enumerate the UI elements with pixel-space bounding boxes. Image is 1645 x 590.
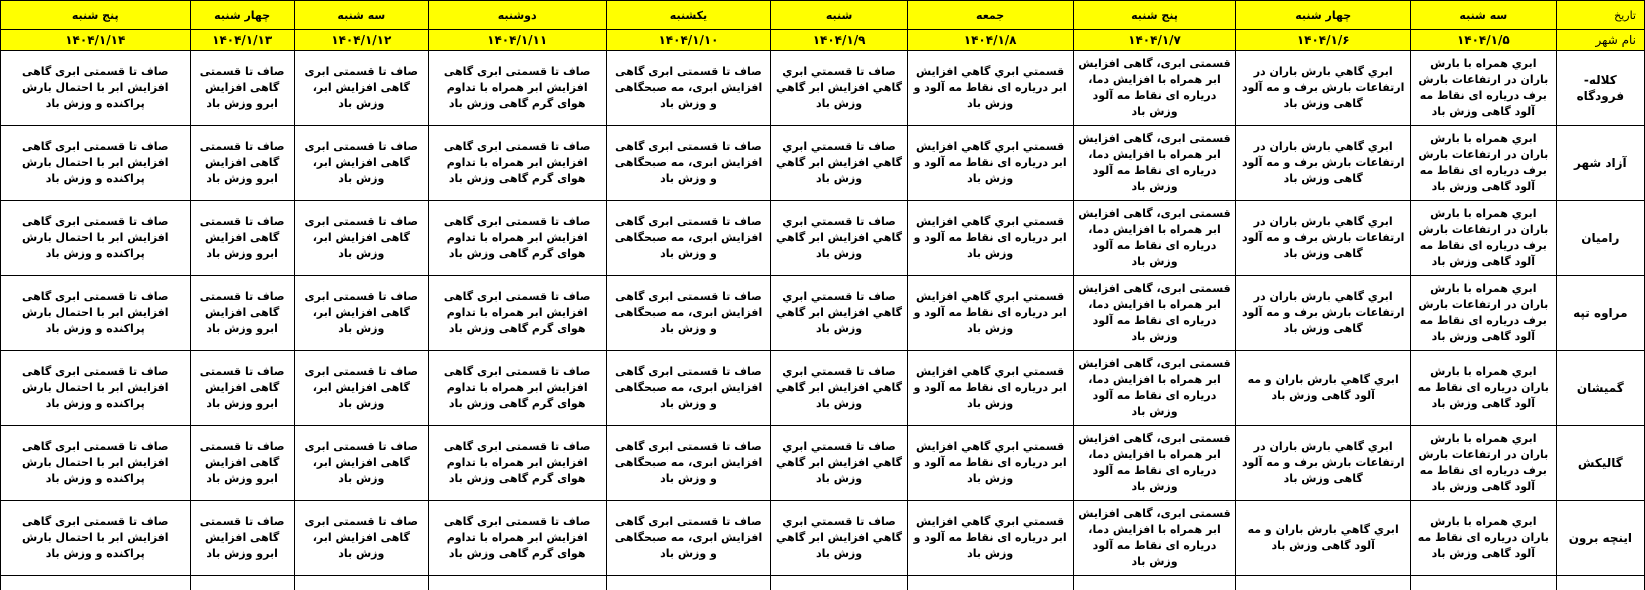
forecast-cell: صاف تا قسمتى ابرى گاهى افزايش ابر با احتمال بارش پراكنده و وزش باد — [1, 426, 191, 501]
forecast-cell: ابري گاهي بارش باران در ارتفاعات بارش برف و مه آلود گاهى وزش باد — [1236, 426, 1411, 501]
table-row — [1, 276, 1645, 351]
forecast-cell: ابري همراه با بارش باران در ارتفاعات بارش برف درياره اى نقاط مه آلود گاهى وزش باد — [1410, 276, 1556, 351]
forecast-cell: صاف تا قسمتى ابرى گاهى افزايش ابرى، مه صبحگاهى و وزش باد — [606, 501, 771, 576]
date-header: ۱۴۰۴/۱/۷ — [1073, 30, 1236, 51]
empty-cell — [907, 576, 1073, 590]
forecast-cell: صاف تا قسمتى ابرى گاهى افزايش ابر، وزش باد — [294, 51, 428, 126]
city-name: گالیکش — [1556, 426, 1644, 501]
forecast-cell: صاف تا قسمتى ابرى گاهى افزايش ابر همراه با تداوم هواى گرم گاهى وزش باد — [428, 126, 606, 201]
day-header: شنبه — [771, 1, 907, 30]
table-row — [1, 501, 1645, 576]
empty-cell — [606, 576, 771, 590]
date-header: ۱۴۰۴/۱/۶ — [1236, 30, 1411, 51]
empty-cell — [1, 576, 191, 590]
date-header-row — [1, 30, 1645, 51]
day-header: پنج شنبه — [1073, 1, 1236, 30]
empty-cell — [294, 576, 428, 590]
city-name: مراوه تپه — [1556, 276, 1644, 351]
forecast-cell: ابري همراه با بارش باران در ارتفاعات بارش برف درياره اى نقاط مه آلود گاهى وزش باد — [1410, 51, 1556, 126]
forecast-cell: صاف تا قسمتى ابرى گاهى افزايش ابر، وزش باد — [294, 501, 428, 576]
empty-cell — [428, 576, 606, 590]
empty-cell — [771, 576, 907, 590]
date-header: ۱۴۰۴/۱/۱۳ — [190, 30, 294, 51]
forecast-cell: قسمتى ابرى، گاهى افزايش ابر همراه با افزايش دما، درياره اى نقاط مه آلود وزش باد — [1073, 201, 1236, 276]
forecast-cell: صاف تا قسمتى گاهى افزايش ابرو وزش باد — [190, 276, 294, 351]
forecast-cell: ابري گاهي بارش باران و مه آلود گاهى وزش باد — [1236, 501, 1411, 576]
date-header: ۱۴۰۴/۱/۸ — [907, 30, 1073, 51]
forecast-cell: قسمتي ابري گاهي افزايش ابر درياره اى نقاط مه آلود و وزش باد — [907, 351, 1073, 426]
day-header: سه شنبه — [1410, 1, 1556, 30]
forecast-cell: صاف تا قسمتى ابرى گاهى افزايش ابر با احتمال بارش پراكنده و وزش باد — [1, 201, 191, 276]
day-header: پنج شنبه — [1, 1, 191, 30]
forecast-cell: صاف تا قسمتى گاهى افزايش ابرو وزش باد — [190, 351, 294, 426]
empty-cell — [1073, 576, 1236, 590]
forecast-cell: صاف تا قسمتى ابرى گاهى افزايش ابر همراه با تداوم هواى گرم گاهى وزش باد — [428, 51, 606, 126]
forecast-cell: صاف تا قسمتى ابرى گاهى افزايش ابر، وزش باد — [294, 351, 428, 426]
forecast-cell: صاف تا قسمتى ابرى گاهى افزايش ابر با احتمال بارش پراكنده و وزش باد — [1, 351, 191, 426]
forecast-cell: ابري گاهي بارش باران در ارتفاعات بارش برف و مه آلود گاهى وزش باد — [1236, 51, 1411, 126]
forecast-cell: صاف تا قسمتي ابري گاهي افزايش ابر گاهي وزش باد — [771, 426, 907, 501]
forecast-cell: صاف تا قسمتى گاهى افزايش ابرو وزش باد — [190, 51, 294, 126]
date-header: ۱۴۰۴/۱/۱۲ — [294, 30, 428, 51]
forecast-cell: صاف تا قسمتى گاهى افزايش ابرو وزش باد — [190, 126, 294, 201]
table-row — [1, 201, 1645, 276]
city-name: رامیان — [1556, 201, 1644, 276]
forecast-cell: قسمتي ابري گاهي افزايش ابر درياره اى نقاط مه آلود و وزش باد — [907, 201, 1073, 276]
forecast-cell: صاف تا قسمتى ابرى گاهى افزايش ابر با احتمال بارش پراكنده و وزش باد — [1, 126, 191, 201]
forecast-cell: صاف تا قسمتي ابري گاهي افزايش ابر گاهي وزش باد — [771, 201, 907, 276]
forecast-cell: صاف تا قسمتى ابرى گاهى افزايش ابرى، مه صبحگاهى و وزش باد — [606, 126, 771, 201]
city-name: کلاله-فرودگاه — [1556, 51, 1644, 126]
date-header: ۱۴۰۴/۱/۱۰ — [606, 30, 771, 51]
forecast-cell: قسمتي ابري گاهي افزايش ابر درياره اى نقاط مه آلود و وزش باد — [907, 501, 1073, 576]
forecast-cell: صاف تا قسمتى ابرى گاهى افزايش ابرى، مه صبحگاهى و وزش باد — [606, 201, 771, 276]
forecast-cell: قسمتي ابري گاهي افزايش ابر درياره اى نقاط مه آلود و وزش باد — [907, 126, 1073, 201]
forecast-cell: ابري همراه با بارش باران در ارتفاعات بارش برف درياره اى نقاط مه آلود گاهى وزش باد — [1410, 126, 1556, 201]
empty-cell — [1556, 576, 1644, 590]
empty-cell — [190, 576, 294, 590]
forecast-cell: صاف تا قسمتي ابري گاهي افزايش ابر گاهي وزش باد — [771, 51, 907, 126]
forecast-cell: صاف تا قسمتى ابرى گاهى افزايش ابر با احتمال بارش پراكنده و وزش باد — [1, 51, 191, 126]
forecast-cell: صاف تا قسمتي ابري گاهي افزايش ابر گاهي وزش باد — [771, 501, 907, 576]
forecast-cell: صاف تا قسمتي ابري گاهي افزايش ابر گاهي وزش باد — [771, 276, 907, 351]
date-header: ۱۴۰۴/۱/۱۱ — [428, 30, 606, 51]
city-name: گمیشان — [1556, 351, 1644, 426]
forecast-cell: صاف تا قسمتى ابرى گاهى افزايش ابر، وزش باد — [294, 426, 428, 501]
city-column-label: نام شهر — [1556, 30, 1644, 51]
forecast-cell: صاف تا قسمتى ابرى گاهى افزايش ابرى، مه صبحگاهى و وزش باد — [606, 426, 771, 501]
forecast-cell: صاف تا قسمتى ابرى گاهى افزايش ابر همراه با تداوم هواى گرم گاهى وزش باد — [428, 201, 606, 276]
day-header: چهار شنبه — [190, 1, 294, 30]
forecast-cell: قسمتى ابرى، گاهى افزايش ابر همراه با افزايش دما، درياره اى نقاط مه آلود وزش باد — [1073, 51, 1236, 126]
table-row — [1, 426, 1645, 501]
forecast-cell: ابري گاهي بارش باران و مه آلود گاهى وزش باد — [1236, 351, 1411, 426]
forecast-cell: صاف تا قسمتى ابرى گاهى افزايش ابرى، مه صبحگاهى و وزش باد — [606, 51, 771, 126]
forecast-cell: صاف تا قسمتي ابري گاهي افزايش ابر گاهي وزش باد — [771, 126, 907, 201]
date-header: ۱۴۰۴/۱/۱۴ — [1, 30, 191, 51]
table-row — [1, 351, 1645, 426]
city-name: اینچه برون — [1556, 501, 1644, 576]
forecast-cell: قسمتى ابرى، گاهى افزايش ابر همراه با افزايش دما، درياره اى نقاط مه آلود وزش باد — [1073, 351, 1236, 426]
forecast-cell: ابري گاهي بارش باران در ارتفاعات بارش برف و مه آلود گاهى وزش باد — [1236, 201, 1411, 276]
day-header: دوشنبه — [428, 1, 606, 30]
forecast-cell: صاف تا قسمتى ابرى گاهى افزايش ابر، وزش باد — [294, 201, 428, 276]
day-header: چهار شنبه — [1236, 1, 1411, 30]
forecast-cell: صاف تا قسمتى گاهى افزايش ابرو وزش باد — [190, 201, 294, 276]
forecast-cell: قسمتي ابري گاهي افزايش ابر درياره اى نقاط مه آلود و وزش باد — [907, 276, 1073, 351]
forecast-cell: صاف تا قسمتى ابرى گاهى افزايش ابرى، مه صبحگاهى و وزش باد — [606, 276, 771, 351]
day-header: یکشنبه — [606, 1, 771, 30]
forecast-cell: صاف تا قسمتى ابرى گاهى افزايش ابر، وزش باد — [294, 126, 428, 201]
forecast-cell: ابري همراه با بارش باران در ارتفاعات بارش برف درياره اى نقاط مه آلود گاهى وزش باد — [1410, 201, 1556, 276]
city-name: آزاد شهر — [1556, 126, 1644, 201]
forecast-cell: ابري گاهي بارش باران در ارتفاعات بارش برف و مه آلود گاهى وزش باد — [1236, 126, 1411, 201]
day-header: جمعه — [907, 1, 1073, 30]
forecast-cell: ابري همراه با بارش باران درياره اى نقاط مه آلود گاهى وزش باد — [1410, 351, 1556, 426]
forecast-cell: صاف تا قسمتى ابرى گاهى افزايش ابر، وزش باد — [294, 276, 428, 351]
day-header: سه شنبه — [294, 1, 428, 30]
forecast-cell: قسمتي ابري گاهي افزايش ابر درياره اى نقاط مه آلود و وزش باد — [907, 426, 1073, 501]
forecast-cell: صاف تا قسمتى ابرى گاهى افزايش ابر همراه با تداوم هواى گرم گاهى وزش باد — [428, 351, 606, 426]
forecast-cell: قسمتى ابرى، گاهى افزايش ابر همراه با افزايش دما، درياره اى نقاط مه آلود وزش باد — [1073, 426, 1236, 501]
forecast-cell: صاف تا قسمتى ابرى گاهى افزايش ابر همراه با تداوم هواى گرم گاهى وزش باد — [428, 276, 606, 351]
forecast-cell: قسمتى ابرى، گاهى افزايش ابر همراه با افزايش دما، درياره اى نقاط مه آلود وزش باد — [1073, 501, 1236, 576]
forecast-cell: ابري همراه با بارش باران درياره اى نقاط مه آلود گاهى وزش باد — [1410, 501, 1556, 576]
forecast-cell: صاف تا قسمتي ابري گاهي افزايش ابر گاهي وزش باد — [771, 351, 907, 426]
day-header-row — [1, 1, 1645, 30]
empty-row — [1, 576, 1645, 590]
table-row — [1, 51, 1645, 126]
date-corner-label: تاریخ — [1556, 1, 1644, 30]
date-header: ۱۴۰۴/۱/۵ — [1410, 30, 1556, 51]
forecast-cell: صاف تا قسمتى گاهى افزايش ابرو وزش باد — [190, 501, 294, 576]
date-header: ۱۴۰۴/۱/۹ — [771, 30, 907, 51]
forecast-cell: صاف تا قسمتى ابرى گاهى افزايش ابر با احتمال بارش پراكنده و وزش باد — [1, 276, 191, 351]
forecast-cell: صاف تا قسمتى ابرى گاهى افزايش ابر همراه با تداوم هواى گرم گاهى وزش باد — [428, 426, 606, 501]
forecast-cell: قسمتى ابرى، گاهى افزايش ابر همراه با افزايش دما، درياره اى نقاط مه آلود وزش باد — [1073, 276, 1236, 351]
forecast-cell: صاف تا قسمتى ابرى گاهى افزايش ابرى، مه صبحگاهى و وزش باد — [606, 351, 771, 426]
forecast-cell: صاف تا قسمتى گاهى افزايش ابرو وزش باد — [190, 426, 294, 501]
table-row — [1, 126, 1645, 201]
forecast-cell: صاف تا قسمتى ابرى گاهى افزايش ابر با احتمال بارش پراكنده و وزش باد — [1, 501, 191, 576]
forecast-cell: قسمتى ابرى، گاهى افزايش ابر همراه با افزايش دما، درياره اى نقاط مه آلود وزش باد — [1073, 126, 1236, 201]
forecast-cell: صاف تا قسمتى ابرى گاهى افزايش ابر همراه با تداوم هواى گرم گاهى وزش باد — [428, 501, 606, 576]
forecast-cell: قسمتي ابري گاهي افزايش ابر درياره اى نقاط مه آلود و وزش باد — [907, 51, 1073, 126]
forecast-cell: ابري گاهي بارش باران در ارتفاعات بارش برف و مه آلود گاهى وزش باد — [1236, 276, 1411, 351]
forecast-cell: ابري همراه با بارش باران در ارتفاعات بارش برف درياره اى نقاط مه آلود گاهى وزش باد — [1410, 426, 1556, 501]
empty-cell — [1236, 576, 1411, 590]
empty-cell — [1410, 576, 1556, 590]
